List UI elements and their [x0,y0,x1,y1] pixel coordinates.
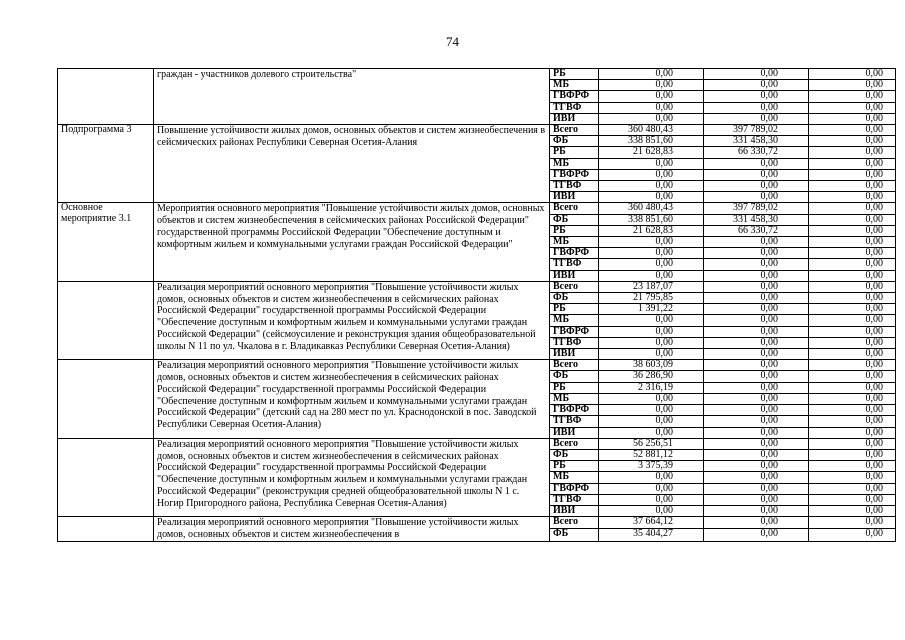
funding-source-cell: ФБ [550,529,599,541]
program-name-cell: Повышение устойчивости жилых домов, основных объектов и систем жизнеобеспечения в сейсмических районах Республики Северная Осетия-Алания [154,125,550,203]
amount-cell: 0,00 [704,281,809,292]
amount-cell: 0,00 [599,192,704,203]
funding-source-cell: ИВИ [550,113,599,124]
program-code-cell: Основное мероприятие 3.1 [58,203,154,281]
table-row [58,203,896,214]
amount-cell: 21 628,83 [599,225,704,236]
amount-cell: 0,00 [704,449,809,460]
amount-cell: 0,00 [809,427,896,438]
funding-source-cell: ГВФРФ [550,326,599,337]
amount-cell: 0,00 [809,393,896,404]
amount-cell: 0,00 [809,326,896,337]
funding-source-cell: Всего [550,438,599,449]
amount-cell: 0,00 [599,472,704,483]
funding-source-cell: ФБ [550,136,599,147]
amount-cell: 0,00 [704,382,809,393]
amount-cell: 397 789,02 [704,203,809,214]
amount-cell: 360 480,43 [599,203,704,214]
amount-cell: 23 187,07 [599,281,704,292]
amount-cell: 0,00 [809,337,896,348]
amount-cell: 0,00 [599,416,704,427]
amount-cell: 0,00 [704,113,809,124]
funding-source-cell: РБ [550,147,599,158]
funding-source-cell: ФБ [550,293,599,304]
funding-source-cell: РБ [550,225,599,236]
amount-cell: 21 628,83 [599,147,704,158]
amount-cell: 0,00 [704,393,809,404]
amount-cell: 0,00 [809,529,896,541]
amount-cell: 0,00 [599,80,704,91]
program-name-cell: Реализация мероприятий основного мероприятия "Повышение устойчивости жилых домов, основных объектов и систем жизнеобеспечения в сейсмических районах Российской Федерации" государственной программы Российской Федерации "Обеспечение доступным и комфортным жильем и коммунальными услугами граждан Российской Федерации" (реконструкция средней общеобразовательной школы N 1 с. Ногир Пригородного района, Республика Северная Осетия-Алания) [154,438,550,516]
amount-cell: 0,00 [809,461,896,472]
amount-cell: 0,00 [599,337,704,348]
funding-source-cell: Всего [550,203,599,214]
amount-cell: 0,00 [599,113,704,124]
amount-cell: 0,00 [809,360,896,371]
amount-cell: 0,00 [809,102,896,113]
amount-cell: 0,00 [809,293,896,304]
amount-cell: 0,00 [704,483,809,494]
amount-cell: 0,00 [599,349,704,360]
amount-cell: 56 256,51 [599,438,704,449]
funding-source-cell: РБ [550,461,599,472]
amount-cell: 0,00 [704,102,809,113]
amount-cell: 0,00 [704,304,809,315]
funding-source-cell: Всего [550,360,599,371]
funding-source-cell: ИВИ [550,427,599,438]
amount-cell: 1 391,22 [599,304,704,315]
amount-cell: 0,00 [599,259,704,270]
amount-cell: 0,00 [704,315,809,326]
page-number: 74 [446,34,459,49]
amount-cell: 338 851,60 [599,136,704,147]
funding-source-cell: РБ [550,304,599,315]
funding-source-cell: ГВФРФ [550,169,599,180]
funding-source-cell: ГВФРФ [550,483,599,494]
amount-cell: 0,00 [809,281,896,292]
amount-cell: 0,00 [599,315,704,326]
funding-source-cell: ФБ [550,449,599,460]
amount-cell: 0,00 [704,80,809,91]
funding-source-cell: ГВФРФ [550,248,599,259]
amount-cell: 52 881,12 [599,449,704,460]
program-code-cell [58,360,154,438]
funding-source-cell: МБ [550,237,599,248]
funding-source-cell: ИВИ [550,270,599,281]
program-name-cell: Реализация мероприятий основного мероприятия "Повышение устойчивости жилых домов, основных объектов и систем жизнеобеспечения в сейсмических районах Российской Федерации" государственной программы Российской Федерации "Обеспечение доступным и комфортным жильем и коммунальными услугами граждан Российской Федерации" (сейсмоусиление и реконструкция здания общеобразовательной школы N 11 по ул. Чкалова в г. Владикавказ Республики Северная Осетия-Алания) [154,281,550,359]
amount-cell: 0,00 [599,483,704,494]
amount-cell: 0,00 [809,405,896,416]
amount-cell: 0,00 [809,315,896,326]
funding-source-cell: МБ [550,472,599,483]
amount-cell: 0,00 [704,360,809,371]
amount-cell: 0,00 [599,326,704,337]
amount-cell: 0,00 [704,371,809,382]
funding-source-cell: ИВИ [550,192,599,203]
amount-cell: 0,00 [809,270,896,281]
program-code-cell: Подпрограмма 3 [58,125,154,203]
amount-cell: 0,00 [599,181,704,192]
amount-cell: 66 330,72 [704,225,809,236]
amount-cell: 0,00 [599,102,704,113]
amount-cell: 35 404,27 [599,529,704,541]
amount-cell: 0,00 [704,438,809,449]
amount-cell: 0,00 [704,517,809,529]
amount-cell: 0,00 [704,494,809,505]
program-name-cell: граждан - участников долевого строительства" [154,69,550,125]
funding-source-cell: Всего [550,281,599,292]
amount-cell: 0,00 [704,529,809,541]
program-name-cell: Реализация мероприятий основного мероприятия "Повышение устойчивости жилых домов, основных объектов и систем жизнеобеспечения в [154,517,550,542]
amount-cell: 0,00 [704,405,809,416]
table-row [58,360,896,371]
amount-cell: 0,00 [809,69,896,80]
amount-cell: 0,00 [704,472,809,483]
amount-cell: 331 458,30 [704,136,809,147]
amount-cell: 0,00 [704,181,809,192]
amount-cell: 0,00 [809,349,896,360]
program-code-cell [58,69,154,125]
funding-source-cell: МБ [550,393,599,404]
table-row [58,69,896,80]
amount-cell: 0,00 [704,427,809,438]
amount-cell: 0,00 [809,113,896,124]
amount-cell: 38 603,09 [599,360,704,371]
amount-cell: 360 480,43 [599,125,704,136]
amount-cell: 0,00 [809,382,896,393]
funding-source-cell: МБ [550,315,599,326]
amount-cell: 0,00 [809,225,896,236]
amount-cell: 0,00 [704,416,809,427]
amount-cell: 0,00 [809,158,896,169]
amount-cell: 0,00 [809,91,896,102]
funding-source-cell: ТГВФ [550,259,599,270]
amount-cell: 0,00 [809,192,896,203]
amount-cell: 0,00 [809,169,896,180]
amount-cell: 0,00 [599,69,704,80]
funding-source-cell: ИВИ [550,349,599,360]
amount-cell: 0,00 [809,203,896,214]
amount-cell: 0,00 [704,349,809,360]
amount-cell: 0,00 [809,181,896,192]
funding-source-cell: ТГВФ [550,181,599,192]
table-row [58,517,896,529]
amount-cell: 0,00 [809,237,896,248]
amount-cell: 0,00 [599,505,704,516]
amount-cell: 66 330,72 [704,147,809,158]
amount-cell: 0,00 [599,169,704,180]
amount-cell: 36 286,90 [599,371,704,382]
amount-cell: 0,00 [704,259,809,270]
amount-cell: 0,00 [599,393,704,404]
amount-cell: 0,00 [704,505,809,516]
amount-cell: 0,00 [809,438,896,449]
amount-cell: 0,00 [704,337,809,348]
funding-source-cell: Всего [550,517,599,529]
amount-cell: 0,00 [809,517,896,529]
amount-cell: 331 458,30 [704,214,809,225]
amount-cell: 0,00 [809,505,896,516]
amount-cell: 0,00 [704,270,809,281]
amount-cell: 397 789,02 [704,125,809,136]
amount-cell: 0,00 [809,472,896,483]
program-code-cell [58,438,154,516]
amount-cell: 0,00 [704,293,809,304]
amount-cell: 0,00 [809,136,896,147]
amount-cell: 0,00 [809,80,896,91]
amount-cell: 21 795,85 [599,293,704,304]
table-row [58,125,896,136]
amount-cell: 3 375,39 [599,461,704,472]
amount-cell: 0,00 [704,192,809,203]
amount-cell: 0,00 [599,91,704,102]
amount-cell: 0,00 [704,326,809,337]
funding-source-cell: ТГВФ [550,102,599,113]
amount-cell: 0,00 [599,237,704,248]
program-name-cell: Реализация мероприятий основного мероприятия "Повышение устойчивости жилых домов, основных объектов и систем жизнеобеспечения в сейсмических районах Российской Федерации" государственной программы Российской Федерации "Обеспечение доступным и комфортным жильем и коммунальными услугами граждан Российской Федерации" (детский сад на 280 мест по ул. Краснодонской в пос. Заводской Республики Северная Осетия-Алания) [154,360,550,438]
amount-cell: 338 851,60 [599,214,704,225]
funding-source-cell: МБ [550,80,599,91]
amount-cell: 0,00 [704,248,809,259]
amount-cell: 0,00 [809,259,896,270]
amount-cell: 0,00 [809,483,896,494]
amount-cell: 0,00 [704,169,809,180]
funding-source-cell: Всего [550,125,599,136]
amount-cell: 0,00 [809,214,896,225]
funding-source-cell: ГВФРФ [550,405,599,416]
amount-cell: 0,00 [809,494,896,505]
amount-cell: 0,00 [704,91,809,102]
amount-cell: 0,00 [809,416,896,427]
funding-source-cell: ТГВФ [550,337,599,348]
amount-cell: 0,00 [704,237,809,248]
amount-cell: 0,00 [809,371,896,382]
funding-source-cell: РБ [550,382,599,393]
amount-cell: 0,00 [599,158,704,169]
amount-cell: 0,00 [599,248,704,259]
funding-source-cell: МБ [550,158,599,169]
amount-cell: 0,00 [809,449,896,460]
amount-cell: 0,00 [809,304,896,315]
table-row [58,281,896,292]
amount-cell: 0,00 [599,405,704,416]
program-name-cell: Мероприятия основного мероприятия "Повышение устойчивости жилых домов, основных объектов и систем жизнеобеспечения в сейсмических районах Российской Федерации" государственной программы Российской Федерации "Обеспечение доступным и комфортным жильем и коммунальными услугами граждан Российской Федерации" [154,203,550,281]
table-row [58,438,896,449]
funding-source-cell: ТГВФ [550,416,599,427]
budget-table [57,68,896,542]
amount-cell: 37 664,12 [599,517,704,529]
amount-cell: 0,00 [809,125,896,136]
amount-cell: 0,00 [599,494,704,505]
amount-cell: 0,00 [704,461,809,472]
funding-source-cell: ФБ [550,371,599,382]
amount-cell: 0,00 [599,427,704,438]
amount-cell: 0,00 [704,158,809,169]
program-code-cell [58,517,154,542]
amount-cell: 0,00 [809,248,896,259]
amount-cell: 2 316,19 [599,382,704,393]
funding-source-cell: ГВФРФ [550,91,599,102]
funding-source-cell: РБ [550,69,599,80]
program-code-cell [58,281,154,359]
amount-cell: 0,00 [704,69,809,80]
budget-table-body [58,69,896,542]
funding-source-cell: ТГВФ [550,494,599,505]
amount-cell: 0,00 [599,270,704,281]
amount-cell: 0,00 [809,147,896,158]
funding-source-cell: ИВИ [550,505,599,516]
funding-source-cell: ФБ [550,214,599,225]
